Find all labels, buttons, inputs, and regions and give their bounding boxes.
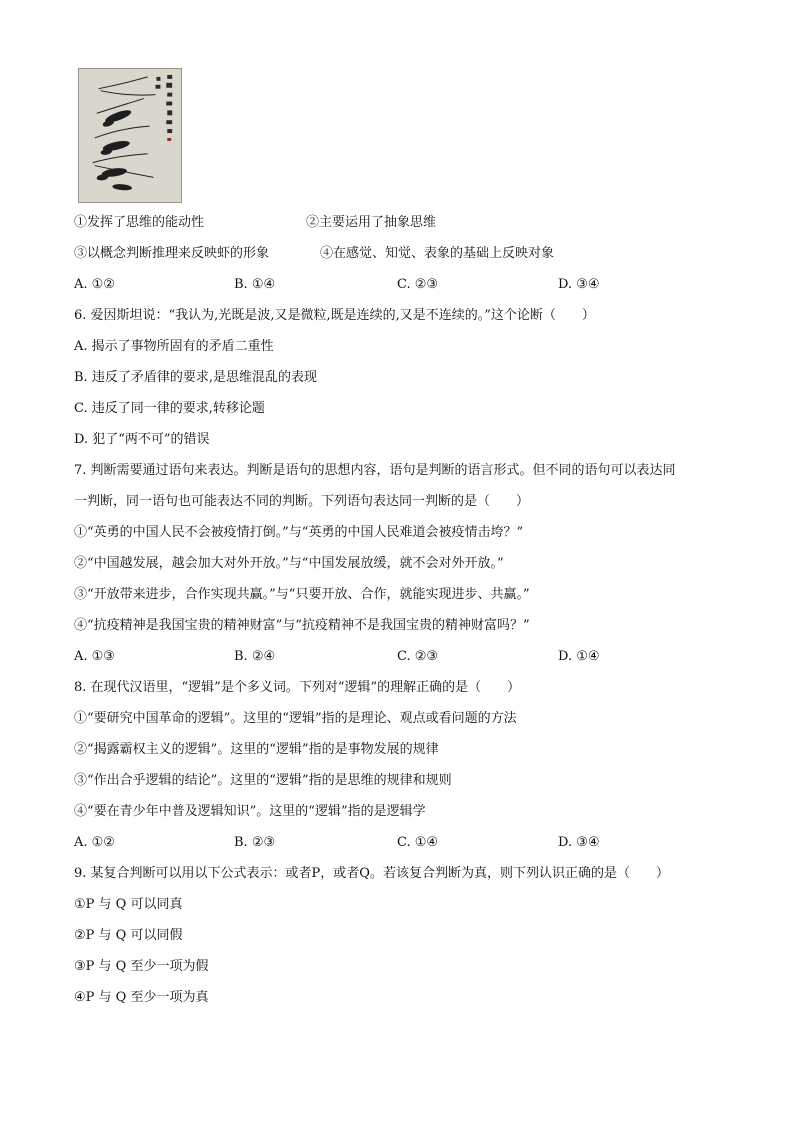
q5-option-a[interactable]: A. ①② <box>74 277 115 292</box>
q8-stem: 8. 在现代汉语里，“逻辑”是个多义词。下列对“逻辑”的理解正确的是（ ） <box>74 680 521 695</box>
q5-statement-4: ④在感觉、知觉、表象的基础上反映对象 <box>320 246 555 261</box>
q5-option-d[interactable]: D. ③④ <box>558 277 600 292</box>
q9-statement-4: ④P 与 Q 至少一项为真 <box>74 990 209 1005</box>
q8-option-c[interactable]: C. ①④ <box>397 835 439 850</box>
q7-option-b[interactable]: B. ②④ <box>234 649 276 664</box>
shrimp-painting-image <box>78 68 182 203</box>
q6-option-a[interactable]: A. 揭示了事物所固有的矛盾二重性 <box>74 339 274 354</box>
q5-statement-3: ③以概念判断推理来反映虾的形象 <box>74 246 270 261</box>
q9-statement-2: ②P 与 Q 可以同假 <box>74 928 183 943</box>
q7-stem-line-1: 7. 判断需要通过语句来表达。判断是语句的思想内容，语句是判断的语言形式。但不同的语句可以表达同 <box>74 463 676 478</box>
q6-option-b[interactable]: B. 违反了矛盾律的要求,是思维混乱的表现 <box>74 370 317 385</box>
q7-option-c[interactable]: C. ②③ <box>397 649 439 664</box>
q6-stem: 6. 爱因斯坦说：“我认为,光既是波,又是微粒,既是连续的,又是不连续的。”这个论断（ ） <box>74 308 595 323</box>
q8-option-b[interactable]: B. ②③ <box>234 835 276 850</box>
q5-option-c[interactable]: C. ②③ <box>397 277 439 292</box>
q8-statement-1: ①“要研究中国革命的逻辑”。这里的“逻辑”指的是理论、观点或看问题的方法 <box>74 711 517 726</box>
q7-statement-1: ①“英勇的中国人民不会被疫情打倒。”与“英勇的中国人民难道会被疫情击垮？” <box>74 525 524 540</box>
q6-option-c[interactable]: C. 违反了同一律的要求,转移论题 <box>74 401 265 416</box>
q5-option-b[interactable]: B. ①④ <box>234 277 276 292</box>
q8-statement-3: ③“作出合乎逻辑的结论”。这里的“逻辑”指的是思维的规律和规则 <box>74 773 452 788</box>
q7-statement-2: ②“中国越发展，越会加大对外开放。”与“中国发展放缓，就不会对外开放。” <box>74 556 504 571</box>
q6-option-d[interactable]: D. 犯了“两不可”的错误 <box>74 432 210 447</box>
q8-statement-4: ④“要在青少年中普及逻辑知识”。这里的“逻辑”指的是逻辑学 <box>74 804 426 819</box>
q7-statement-3: ③“开放带来进步，合作实现共赢。”与“只要开放、合作，就能实现进步、共赢。” <box>74 587 530 602</box>
q9-statement-3: ③P 与 Q 至少一项为假 <box>74 959 209 974</box>
q8-option-d[interactable]: D. ③④ <box>558 835 600 850</box>
q8-statement-2: ②“揭露霸权主义的逻辑”。这里的“逻辑”指的是事物发展的规律 <box>74 742 439 757</box>
q5-statement-1: ①发挥了思维的能动性 <box>74 215 205 230</box>
q9-statement-1: ①P 与 Q 可以同真 <box>74 897 183 912</box>
q9-stem: 9. 某复合判断可以用以下公式表示：或者P，或者Q。若该复合判断为真，则下列认识正确的是（ ） <box>74 866 669 881</box>
q7-option-d[interactable]: D. ①④ <box>558 649 600 664</box>
q5-statement-2: ②主要运用了抽象思维 <box>306 215 437 230</box>
q7-stem-line-2: 一判断，同一语句也可能表达不同的判断。下列语句表达同一判断的是（ ） <box>74 494 530 509</box>
q8-option-a[interactable]: A. ①② <box>74 835 115 850</box>
q7-option-a[interactable]: A. ①③ <box>74 649 115 664</box>
q7-statement-4: ④“抗疫精神是我国宝贵的精神财富”与“抗疫精神不是我国宝贵的精神财富吗？” <box>74 618 530 633</box>
